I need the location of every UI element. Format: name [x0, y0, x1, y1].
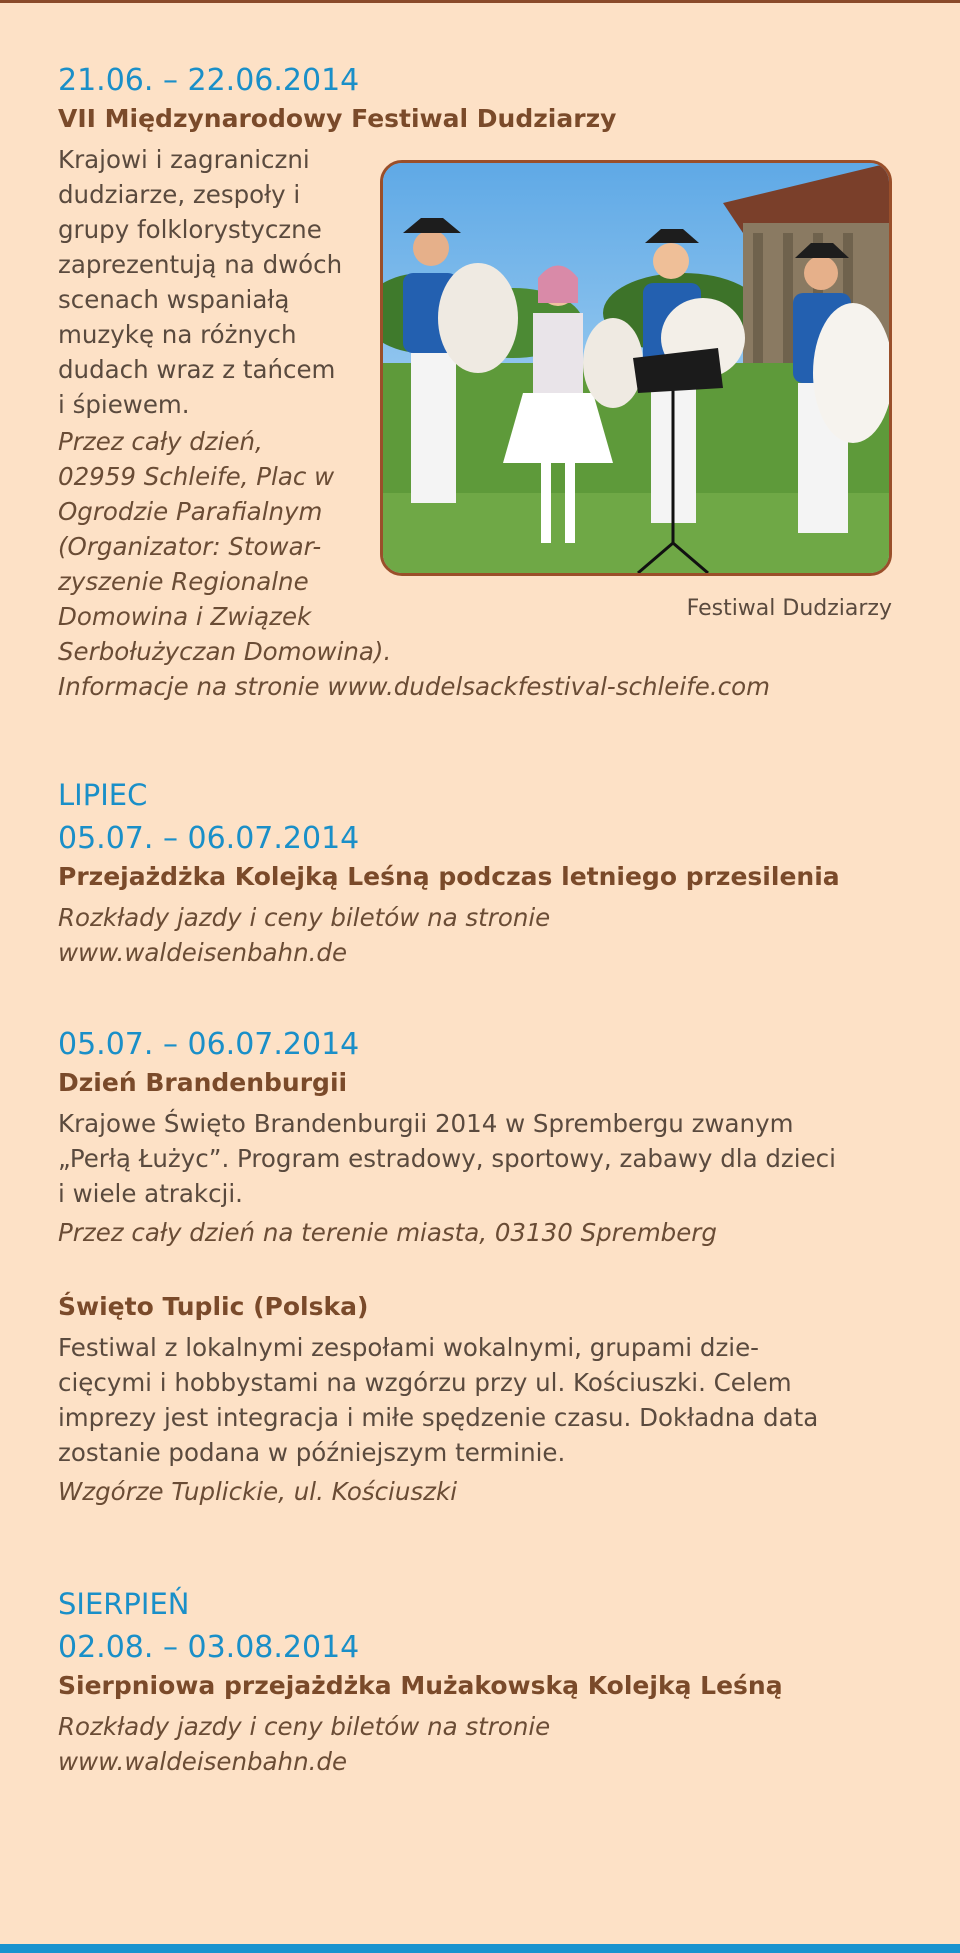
top-rule	[0, 0, 960, 3]
event-muzakowska-kolejka	[58, 1629, 898, 1779]
event-swieto-tuplic	[58, 1290, 898, 1509]
event-date: 05.07. – 06.07.2014	[58, 821, 360, 856]
events-page	[58, 62, 898, 1779]
info-line: Rozkłady jazdy i ceny biletów na stronie	[58, 903, 551, 932]
info-line-website[interactable]: www.waldeisenbahn.de	[58, 938, 348, 967]
desc-line: dudach wraz z tańcem	[58, 355, 336, 384]
info-line: Wzgórze Tuplickie, ul. Kościuszki	[58, 1477, 458, 1506]
info-line: Przez cały dzień na terenie miasta, 03130 Spremberg	[58, 1218, 717, 1247]
event-title: Przejażdżka Kolejką Leśną podczas letniego przesilenia	[58, 862, 840, 891]
event-date: 02.08. – 03.08.2014	[58, 1630, 360, 1665]
event-date: 05.07. – 06.07.2014	[58, 1027, 360, 1062]
event-title: Dzień Brandenburgii	[58, 1068, 348, 1097]
month-heading-lipiec: LIPIEC	[58, 778, 148, 812]
desc-line: cięcymi i hobbystami na wzgórzu przy ul. Kościuszki. Celem	[58, 1368, 792, 1397]
desc-line: „Perłą Łużyc”. Program estradowy, sportowy, zabawy dla dzieci	[58, 1144, 836, 1173]
desc-line: zostanie podana w późniejszym terminie.	[58, 1438, 566, 1467]
event-title: Sierpniowa przejażdżka Mużakowską Kolejką Leśną	[58, 1671, 783, 1700]
desc-line: Festiwal z lokalnymi zespołami wokalnymi, grupami dzie-	[58, 1333, 760, 1362]
month-heading-sierpien: SIERPIEŃ	[58, 1587, 190, 1621]
info-line: zyszenie Regionalne	[58, 567, 309, 596]
info-line: Przez cały dzień,	[58, 427, 263, 456]
desc-line: Krajowi i zagraniczni	[58, 145, 310, 174]
event-date: 21.06. – 22.06.2014	[58, 63, 360, 98]
bottom-rule	[0, 1944, 960, 1953]
info-line-website[interactable]: Informacje na stronie www.dudelsackfestival-schleife.com	[58, 672, 770, 701]
photo-caption: Festiwal Dudziarzy	[686, 596, 892, 621]
info-line: Rozkłady jazdy i ceny biletów na stronie	[58, 1712, 551, 1741]
event-dzien-brandenburgii	[58, 1026, 898, 1250]
desc-line: dudziarze, zespoły i	[58, 180, 301, 209]
info-line: 02959 Schleife, Plac w	[58, 462, 335, 491]
info-line: Domowina i Związek	[58, 602, 312, 631]
info-line: Serbołużyczan Domowina).	[58, 637, 392, 666]
bagpipers-illustration	[383, 163, 889, 573]
desc-line: scenach wspaniałą	[58, 285, 290, 314]
desc-line: i wiele atrakcji.	[58, 1179, 243, 1208]
desc-line: muzykę na różnych	[58, 320, 297, 349]
desc-line: Krajowe Święto Brandenburgii 2014 w Sprembergu zwanym	[58, 1109, 794, 1138]
event-description	[58, 142, 378, 422]
desc-line: imprezy jest integracja i miłe spędzenie czasu. Dokładna data	[58, 1403, 819, 1432]
info-line: Ogrodzie Parafialnym	[58, 497, 323, 526]
event-kolejka-lesna	[58, 820, 898, 970]
event-title: VII Międzynarodowy Festiwal Dudziarzy	[58, 104, 617, 133]
info-line: (Organizator: Stowar-	[58, 532, 322, 561]
photo-figure	[380, 160, 892, 624]
event-festiwal-dudziarzy	[58, 62, 898, 728]
desc-line: zaprezentują na dwóch	[58, 250, 343, 279]
desc-line: i śpiewem.	[58, 390, 190, 419]
info-line-website[interactable]: www.waldeisenbahn.de	[58, 1747, 348, 1776]
festival-photo	[380, 160, 892, 576]
desc-line: grupy folklorystyczne	[58, 215, 322, 244]
event-title: Święto Tuplic (Polska)	[58, 1292, 369, 1321]
